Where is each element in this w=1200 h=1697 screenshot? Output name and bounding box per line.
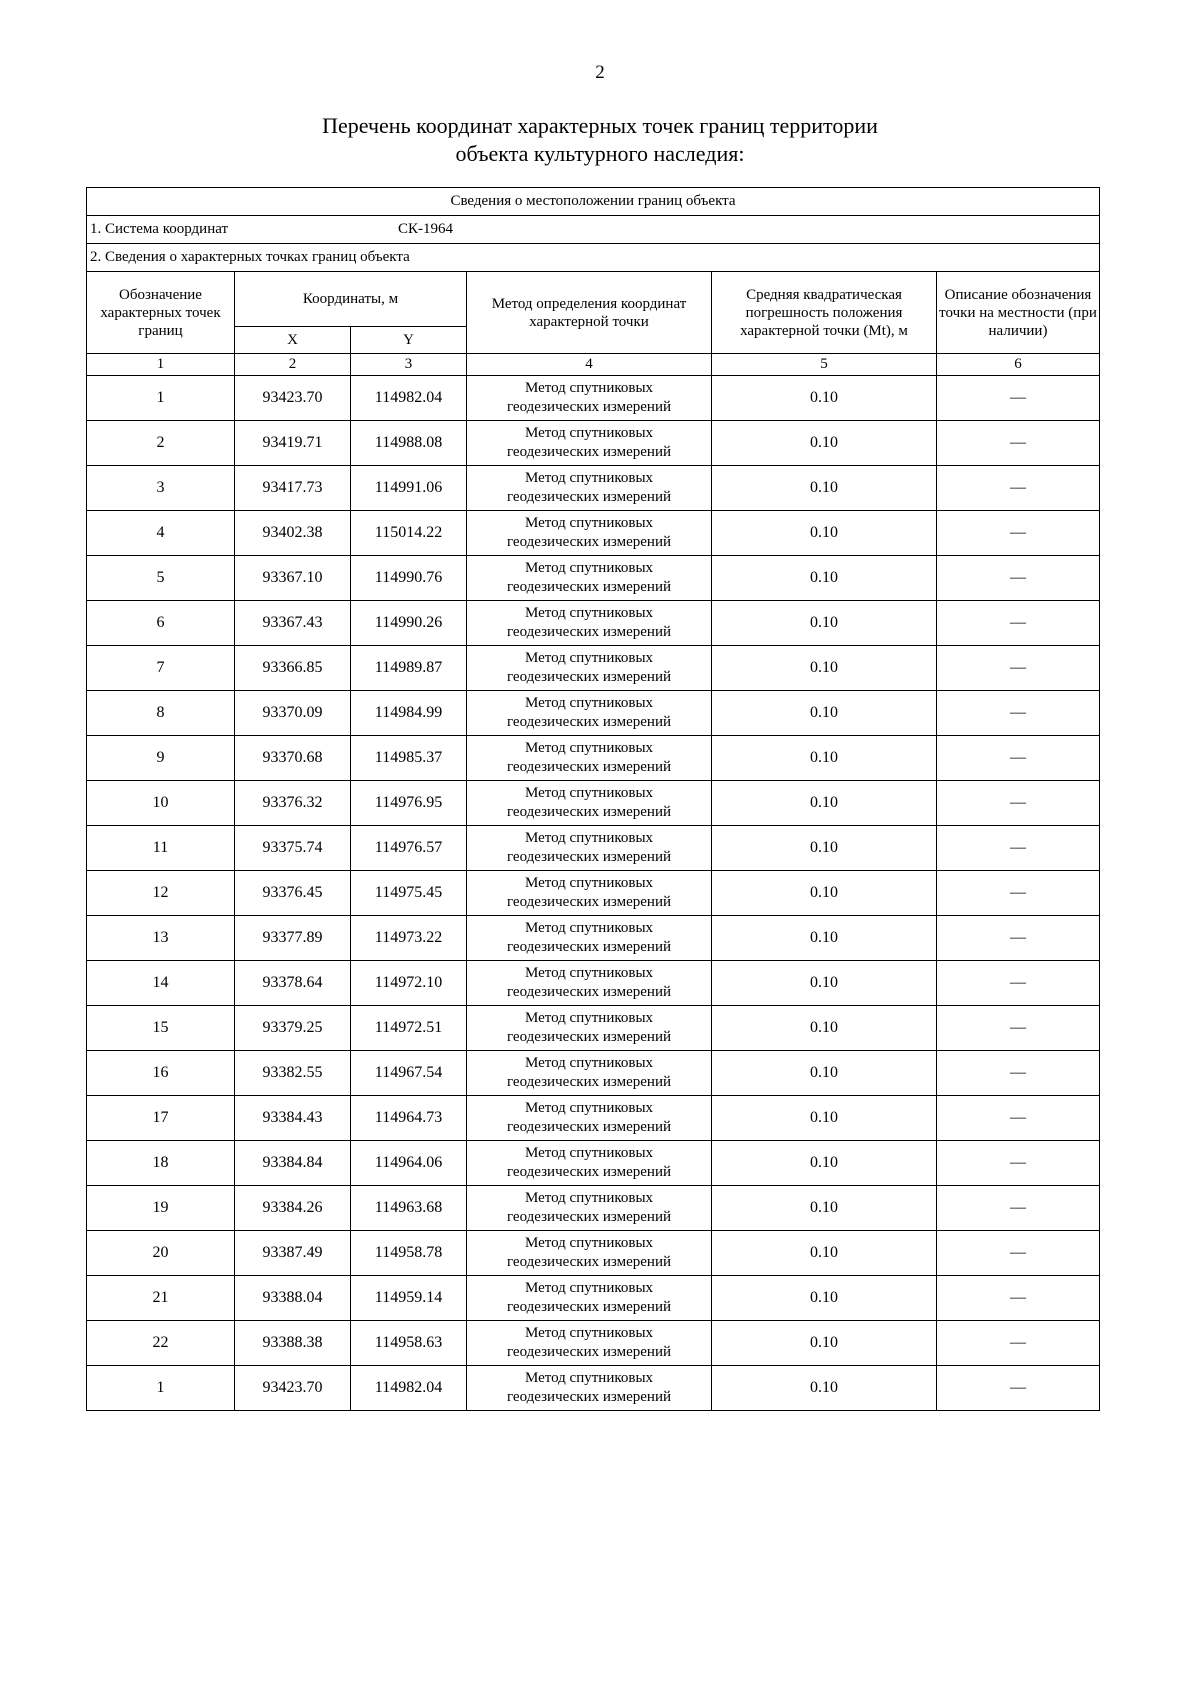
y-coordinate: 114985.37 (351, 736, 467, 781)
method-line-2: геодезических измерений (506, 444, 672, 460)
x-coordinate: 93367.43 (235, 601, 351, 646)
header-x: X (235, 327, 351, 354)
x-coordinate: 93384.43 (235, 1096, 351, 1141)
method-line-2: геодезических измерений (506, 984, 672, 1000)
y-coordinate: 114973.22 (351, 916, 467, 961)
y-coordinate: 114958.78 (351, 1231, 467, 1276)
point-number: 7 (87, 646, 235, 691)
point-number: 3 (87, 466, 235, 511)
error-value: 0.10 (712, 421, 937, 466)
table-row (87, 421, 1100, 466)
x-coordinate: 93375.74 (235, 826, 351, 871)
x-coordinate: 93379.25 (235, 1006, 351, 1051)
table-row (87, 556, 1100, 601)
method-line-1: Метод спутниковых (524, 650, 654, 666)
y-coordinate: 114982.04 (351, 1366, 467, 1411)
method-cell (467, 1006, 712, 1051)
table-banner: Сведения о местоположении границ объекта (87, 188, 1100, 216)
method-cell (467, 916, 712, 961)
method-line-1: Метод спутниковых (524, 1010, 654, 1026)
table-row (87, 1186, 1100, 1231)
method-cell (467, 1141, 712, 1186)
header-description: Описание обозначения точки на местности (при наличии) (937, 272, 1100, 354)
description-value: — (937, 376, 1100, 421)
y-coordinate: 114984.99 (351, 691, 467, 736)
method-line-1: Метод спутниковых (524, 830, 654, 846)
method-line-2: геодезических измерений (506, 669, 672, 685)
coordinates-table (86, 187, 1100, 1411)
error-value: 0.10 (712, 1366, 937, 1411)
y-coordinate: 114991.06 (351, 466, 467, 511)
y-coordinate: 114959.14 (351, 1276, 467, 1321)
error-value: 0.10 (712, 1096, 937, 1141)
point-number: 16 (87, 1051, 235, 1096)
x-coordinate: 93384.84 (235, 1141, 351, 1186)
header-point-designation: Обозначение характерных точек границ (87, 272, 235, 354)
column-number: 6 (937, 354, 1100, 376)
coord-system-label: 1. Система координат (90, 221, 229, 237)
point-number: 15 (87, 1006, 235, 1051)
method-line-2: геодезических измерений (506, 1119, 672, 1135)
method-line-1: Метод спутниковых (524, 470, 654, 486)
method-line-2: геодезических измерений (506, 1344, 672, 1360)
column-number: 3 (351, 354, 467, 376)
error-value: 0.10 (712, 466, 937, 511)
y-coordinate: 114989.87 (351, 646, 467, 691)
method-line-1: Метод спутниковых (524, 740, 654, 756)
method-cell (467, 1096, 712, 1141)
error-value: 0.10 (712, 601, 937, 646)
column-number: 4 (467, 354, 712, 376)
table-row (87, 376, 1100, 421)
table-row (87, 1366, 1100, 1411)
header-method: Метод определения координат характерной точки (467, 272, 712, 354)
method-line-1: Метод спутниковых (524, 1190, 654, 1206)
method-line-2: геодезических измерений (506, 534, 672, 550)
method-line-2: геодезических измерений (506, 1389, 672, 1405)
description-value: — (937, 916, 1100, 961)
x-coordinate: 93382.55 (235, 1051, 351, 1096)
table-row (87, 601, 1100, 646)
error-value: 0.10 (712, 871, 937, 916)
method-line-1: Метод спутниковых (524, 425, 654, 441)
table-row (87, 691, 1100, 736)
point-number: 19 (87, 1186, 235, 1231)
error-value: 0.10 (712, 376, 937, 421)
description-value: — (937, 646, 1100, 691)
method-cell (467, 556, 712, 601)
y-coordinate: 114964.73 (351, 1096, 467, 1141)
description-value: — (937, 1006, 1100, 1051)
description-value: — (937, 1366, 1100, 1411)
table-row (87, 1051, 1100, 1096)
table-row (87, 736, 1100, 781)
table-row (87, 1141, 1100, 1186)
y-coordinate: 114963.68 (351, 1186, 467, 1231)
point-number: 9 (87, 736, 235, 781)
y-coordinate: 114990.26 (351, 601, 467, 646)
table-row (87, 1321, 1100, 1366)
error-value: 0.10 (712, 1321, 937, 1366)
method-cell (467, 826, 712, 871)
method-cell (467, 871, 712, 916)
method-line-1: Метод спутниковых (524, 920, 654, 936)
method-line-1: Метод спутниковых (524, 1055, 654, 1071)
point-number: 11 (87, 826, 235, 871)
method-line-1: Метод спутниковых (524, 1235, 654, 1251)
method-line-1: Метод спутниковых (524, 965, 654, 981)
method-line-2: геодезических измерений (506, 894, 672, 910)
method-cell (467, 511, 712, 556)
method-line-1: Метод спутниковых (524, 875, 654, 891)
x-coordinate: 93366.85 (235, 646, 351, 691)
error-value: 0.10 (712, 1141, 937, 1186)
y-coordinate: 114958.63 (351, 1321, 467, 1366)
description-value: — (937, 421, 1100, 466)
table-row (87, 961, 1100, 1006)
description-value: — (937, 601, 1100, 646)
method-cell (467, 1231, 712, 1276)
x-coordinate: 93423.70 (235, 376, 351, 421)
method-cell (467, 1366, 712, 1411)
description-value: — (937, 1186, 1100, 1231)
method-cell (467, 1321, 712, 1366)
table-row (87, 1231, 1100, 1276)
method-line-2: геодезических измерений (506, 804, 672, 820)
x-coordinate: 93387.49 (235, 1231, 351, 1276)
method-line-1: Метод спутниковых (524, 695, 654, 711)
method-cell (467, 646, 712, 691)
method-line-2: геодезических измерений (506, 759, 672, 775)
method-line-1: Метод спутниковых (524, 1100, 654, 1116)
method-cell (467, 1186, 712, 1231)
method-line-1: Метод спутниковых (524, 560, 654, 576)
method-line-1: Метод спутниковых (524, 1325, 654, 1341)
method-cell (467, 376, 712, 421)
y-coordinate: 114982.04 (351, 376, 467, 421)
error-value: 0.10 (712, 1006, 937, 1051)
point-number: 1 (87, 1366, 235, 1411)
table-row (87, 1096, 1100, 1141)
y-coordinate: 114972.10 (351, 961, 467, 1006)
method-line-2: геодезических измерений (506, 624, 672, 640)
y-coordinate: 114976.95 (351, 781, 467, 826)
table-row (87, 916, 1100, 961)
table-row (87, 871, 1100, 916)
point-number: 17 (87, 1096, 235, 1141)
point-number: 14 (87, 961, 235, 1006)
point-number: 22 (87, 1321, 235, 1366)
x-coordinate: 93378.64 (235, 961, 351, 1006)
point-number: 13 (87, 916, 235, 961)
coord-system-row (87, 216, 1100, 244)
method-line-2: геодезических измерений (506, 579, 672, 595)
point-number: 10 (87, 781, 235, 826)
method-cell (467, 691, 712, 736)
method-line-2: геодезических измерений (506, 1299, 672, 1315)
description-value: — (937, 961, 1100, 1006)
method-line-2: геодезических измерений (506, 1254, 672, 1270)
table-row (87, 511, 1100, 556)
method-cell (467, 601, 712, 646)
method-line-1: Метод спутниковых (524, 785, 654, 801)
y-coordinate: 114988.08 (351, 421, 467, 466)
x-coordinate: 93384.26 (235, 1186, 351, 1231)
description-value: — (937, 556, 1100, 601)
method-cell (467, 781, 712, 826)
error-value: 0.10 (712, 736, 937, 781)
header-coordinates: Координаты, м (235, 272, 467, 327)
error-value: 0.10 (712, 826, 937, 871)
x-coordinate: 93370.68 (235, 736, 351, 781)
method-line-2: геодезических измерений (506, 849, 672, 865)
y-coordinate: 115014.22 (351, 511, 467, 556)
y-coordinate: 114964.06 (351, 1141, 467, 1186)
error-value: 0.10 (712, 556, 937, 601)
description-value: — (937, 1141, 1100, 1186)
title-line-2: объекта культурного наследия: (455, 141, 745, 166)
error-value: 0.10 (712, 691, 937, 736)
point-number: 18 (87, 1141, 235, 1186)
error-value: 0.10 (712, 961, 937, 1006)
point-number: 2 (87, 421, 235, 466)
description-value: — (937, 511, 1100, 556)
method-line-1: Метод спутниковых (524, 515, 654, 531)
point-number: 6 (87, 601, 235, 646)
error-value: 0.10 (712, 1231, 937, 1276)
method-cell (467, 736, 712, 781)
method-line-1: Метод спутниковых (524, 1370, 654, 1386)
method-line-1: Метод спутниковых (524, 605, 654, 621)
x-coordinate: 93377.89 (235, 916, 351, 961)
point-number: 1 (87, 376, 235, 421)
description-value: — (937, 736, 1100, 781)
method-line-2: геодезических измерений (506, 714, 672, 730)
method-cell (467, 1276, 712, 1321)
point-number: 8 (87, 691, 235, 736)
title-line-1: Перечень координат характерных точек границ территории (322, 113, 878, 138)
method-line-2: геодезических измерений (506, 1209, 672, 1225)
error-value: 0.10 (712, 1051, 937, 1096)
point-number: 5 (87, 556, 235, 601)
method-line-1: Метод спутниковых (524, 1145, 654, 1161)
coord-system-value: СК-1964 (398, 221, 454, 237)
document-title (0, 112, 1200, 168)
table-row (87, 826, 1100, 871)
y-coordinate: 114976.57 (351, 826, 467, 871)
description-value: — (937, 1321, 1100, 1366)
x-coordinate: 93367.10 (235, 556, 351, 601)
x-coordinate: 93423.70 (235, 1366, 351, 1411)
method-line-2: геодезических измерений (506, 489, 672, 505)
table-row (87, 466, 1100, 511)
point-number: 21 (87, 1276, 235, 1321)
method-cell (467, 466, 712, 511)
error-value: 0.10 (712, 1276, 937, 1321)
error-value: 0.10 (712, 781, 937, 826)
x-coordinate: 93419.71 (235, 421, 351, 466)
method-line-2: геодезических измерений (506, 1074, 672, 1090)
point-number: 12 (87, 871, 235, 916)
error-value: 0.10 (712, 916, 937, 961)
table-row (87, 1006, 1100, 1051)
x-coordinate: 93417.73 (235, 466, 351, 511)
table-row (87, 646, 1100, 691)
method-line-1: Метод спутниковых (524, 380, 654, 396)
method-cell (467, 1051, 712, 1096)
description-value: — (937, 691, 1100, 736)
method-line-1: Метод спутниковых (524, 1280, 654, 1296)
description-value: — (937, 1096, 1100, 1141)
x-coordinate: 93402.38 (235, 511, 351, 556)
method-line-2: геодезических измерений (506, 1029, 672, 1045)
method-cell (467, 421, 712, 466)
description-value: — (937, 826, 1100, 871)
table-row (87, 781, 1100, 826)
x-coordinate: 93388.38 (235, 1321, 351, 1366)
column-number: 2 (235, 354, 351, 376)
method-line-2: геодезических измерений (506, 939, 672, 955)
column-number: 5 (712, 354, 937, 376)
x-coordinate: 93370.09 (235, 691, 351, 736)
page-number: 2 (595, 62, 605, 83)
description-value: — (937, 1276, 1100, 1321)
x-coordinate: 93388.04 (235, 1276, 351, 1321)
method-cell (467, 961, 712, 1006)
y-coordinate: 114975.45 (351, 871, 467, 916)
x-coordinate: 93376.32 (235, 781, 351, 826)
section-2-label: 2. Сведения о характерных точках границ объекта (87, 244, 1100, 272)
error-value: 0.10 (712, 1186, 937, 1231)
description-value: — (937, 871, 1100, 916)
header-error: Средняя квадратическая погрешность положения характерной точки (Mt), м (712, 272, 937, 354)
table-row (87, 1276, 1100, 1321)
y-coordinate: 114972.51 (351, 1006, 467, 1051)
point-number: 20 (87, 1231, 235, 1276)
y-coordinate: 114967.54 (351, 1051, 467, 1096)
description-value: — (937, 466, 1100, 511)
description-value: — (937, 1231, 1100, 1276)
description-value: — (937, 1051, 1100, 1096)
method-line-2: геодезических измерений (506, 399, 672, 415)
x-coordinate: 93376.45 (235, 871, 351, 916)
description-value: — (937, 781, 1100, 826)
method-line-2: геодезических измерений (506, 1164, 672, 1180)
error-value: 0.10 (712, 646, 937, 691)
error-value: 0.10 (712, 511, 937, 556)
y-coordinate: 114990.76 (351, 556, 467, 601)
header-y: Y (351, 327, 467, 354)
point-number: 4 (87, 511, 235, 556)
column-number: 1 (87, 354, 235, 376)
